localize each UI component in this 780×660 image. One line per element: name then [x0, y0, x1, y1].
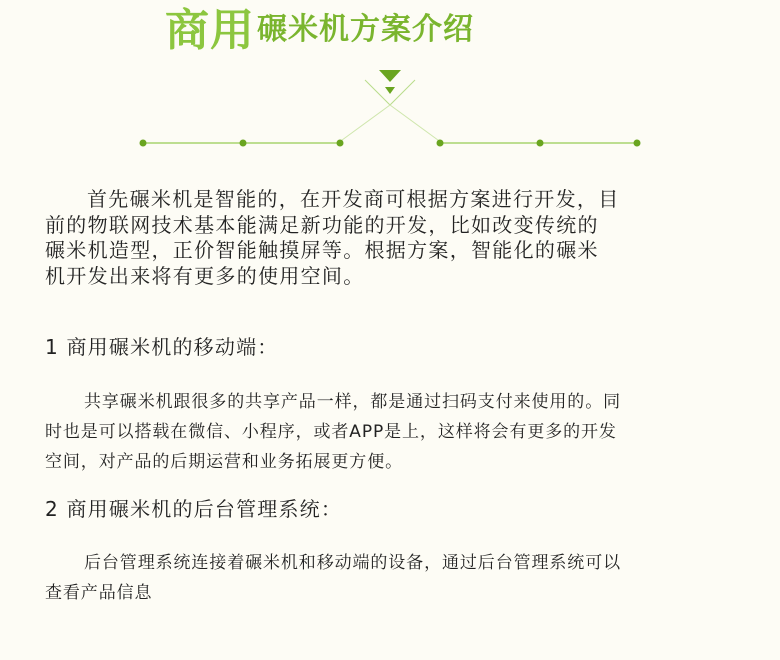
- section-title-mobile: 1 商用碾米机的移动端：: [45, 335, 279, 359]
- intro-line: 机开发出来将有更多的使用空间。: [45, 263, 365, 288]
- section-line: 空间，对产品的后期运营和业务拓展更方便。: [45, 452, 403, 472]
- section-title-backend: 2 商用碾米机的后台管理系统：: [45, 497, 343, 521]
- dot-icon: [337, 140, 344, 147]
- section-line: 共享碾米机跟很多的共享产品一样，都是通过扫码支付来使用的。同: [84, 392, 621, 412]
- intro-line: 首先碾米机是智能的，在开发商可根据方案进行开发，目: [87, 187, 620, 211]
- title-rest: 碾米机方案介绍: [257, 12, 474, 47]
- section-line: 查看产品信息: [45, 583, 153, 603]
- section-line: 后台管理系统连接着碾米机和移动端的设备，通过后台管理系统可以: [84, 553, 621, 573]
- dot-icon: [537, 140, 544, 147]
- small-triangle-down-icon: [385, 87, 395, 94]
- dot-icon: [437, 140, 444, 147]
- section-paragraph-mobile: [45, 387, 621, 477]
- intro-line: 前的物联网技术基本能满足新功能的开发，比如改变传统的: [45, 212, 599, 237]
- intro-paragraph: [45, 187, 620, 289]
- dot-icon: [634, 140, 641, 147]
- section-paragraph-backend: [45, 548, 621, 608]
- section-line: 时也是可以搭载在微信、小程序，或者APP是上，这样将会有更多的开发: [45, 422, 617, 442]
- triangle-down-icon: [379, 70, 401, 82]
- page-title: [165, 4, 474, 54]
- dot-icon: [140, 140, 147, 147]
- decorative-divider: [0, 60, 780, 160]
- intro-line: 碾米机造型，正价智能触摸屏等。根据方案，智能化的碾米: [45, 238, 599, 262]
- dot-icon: [240, 140, 247, 147]
- title-emphasis: 商用: [165, 5, 255, 56]
